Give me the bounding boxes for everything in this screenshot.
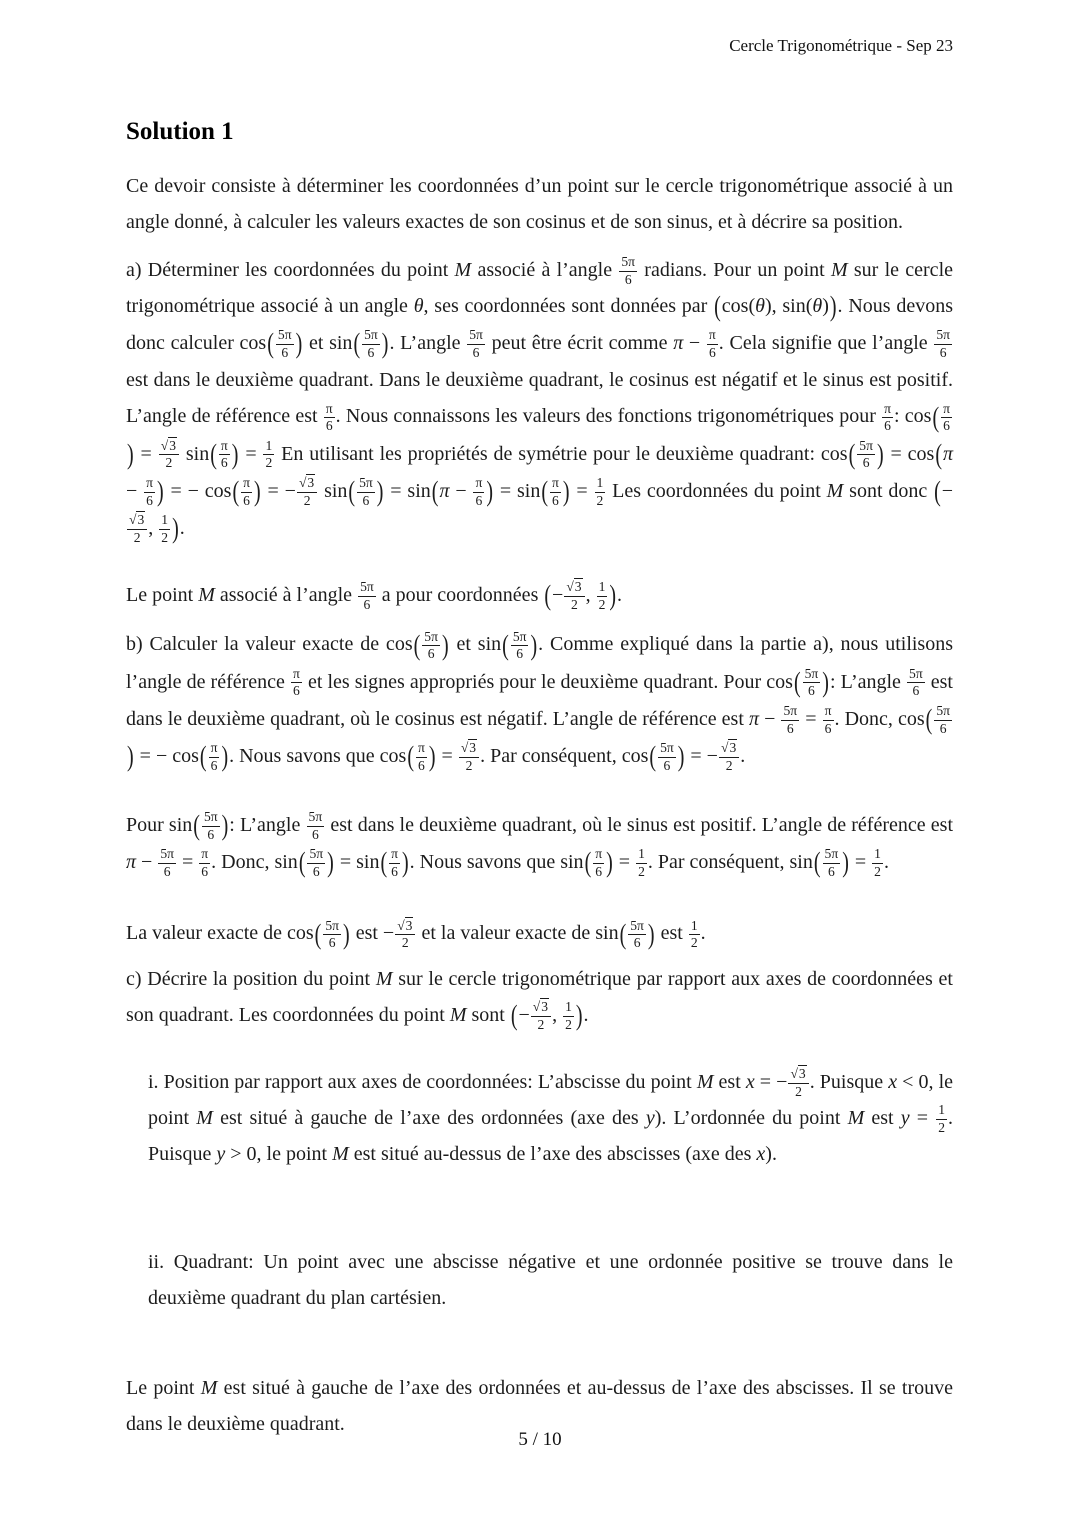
math-variable: θ xyxy=(755,295,765,317)
math-variable: M xyxy=(454,259,472,281)
big-paren: ) xyxy=(609,580,617,612)
big-paren: ( xyxy=(934,476,941,508)
big-paren: ( xyxy=(544,580,552,612)
big-paren: ) xyxy=(842,847,849,880)
big-paren: ( xyxy=(210,439,217,471)
math-fraction: $\frac{1}{2}$ xyxy=(598,579,606,613)
big-paren: ) xyxy=(231,439,239,471)
math-fraction: $\frac{\pi}{6}$ xyxy=(418,740,425,773)
part-b-paragraph: b) Calculer la valeur exacte de cos( $\frac{5\pi}{6}$ ) et sin( $\frac{5\pi}{6}$ ). Comme expliqué dans la partie a), nous utilisons l’angle de référence $\frac{\pi}{6}$ et les signes appropriés pour le deuxième quadrant. Pour cos( $\frac{5\pi}{6}$ ): L’angle $\frac{5\pi}{6}$ est dans le deuxième quadrant, où le cosinus est négatif. L’angle de référence est π − $\frac{5\pi}{6}$ = $\frac{\pi}{6}$ . Donc, cos( $\frac{5\pi}{6}$ ) = − cos( $\frac{\pi}{6}$ ). Nous savons que cos( $\frac{\pi}{6}$ ) = $\frac{√3}{2}$ . Par conséquent, cos( $\frac{5\pi}{6}$ ) = − $\frac{√3}{2}$ . xyxy=(126,626,953,775)
math-fraction: $\frac{\pi}{6}$ xyxy=(475,474,483,508)
math-fraction: $\frac{5\pi}{6}$ xyxy=(936,327,951,361)
math-fraction: $\frac{\pi}{6}$ xyxy=(243,474,251,508)
math-fraction: $\frac{\pi}{6}$ xyxy=(220,437,228,471)
big-paren: ) xyxy=(486,476,493,508)
big-paren: ) xyxy=(381,328,389,360)
big-paren: ( xyxy=(793,667,801,699)
math-fraction: $\frac{√3}{2}$ xyxy=(126,513,148,545)
math-variable: π xyxy=(942,442,954,465)
big-paren: ) xyxy=(575,1000,583,1032)
big-paren: ( xyxy=(267,328,274,360)
big-paren: ) xyxy=(677,741,685,773)
math-fraction: $\frac{\pi}{6}$ xyxy=(210,740,218,773)
part-c-i-paragraph: i. Position par rapport aux axes de coordonnées: L’abscisse du point M est x = − $\frac{√3}{2}$ . Puisque x < 0, le point M est situé à gauche de l’axe des ordonnées (axe des y). L’ordonnée du point M est y = $\frac{1}{2}$ . Puisque y > 0, le point M est situé au-dessus de l’axe des abscisses (axe des x). xyxy=(148,1066,954,1165)
math-variable: M xyxy=(375,967,393,990)
big-paren: ) xyxy=(327,847,334,880)
math-fraction: $\frac{\pi}{6}$ xyxy=(884,400,891,434)
part-c-ii-paragraph: ii. Quadrant: Un point avec une abscisse négative et une ordonnée positive se trouve dans le deuxième quadrant du plan cartésien. xyxy=(148,1250,953,1309)
math-fraction: $\frac{1}{2}$ xyxy=(265,437,273,471)
math-fraction: $\frac{5\pi}{6}$ xyxy=(359,474,373,508)
math-variable: π xyxy=(673,332,684,355)
page-title: Solution 1 xyxy=(126,118,234,145)
math-variable: M xyxy=(449,1003,467,1026)
document-body xyxy=(126,168,953,1442)
math-fraction: $\frac{√3}{2}$ xyxy=(394,919,416,951)
math-fraction: $\frac{5\pi}{6}$ xyxy=(277,327,292,361)
big-paren: ( xyxy=(193,810,200,842)
math-fraction: $\frac{5\pi}{6}$ xyxy=(783,702,798,736)
math-variable: θ xyxy=(413,295,424,317)
big-paren: ) xyxy=(157,476,164,508)
big-paren: ) xyxy=(376,476,384,508)
math-fraction: $\frac{5\pi}{6}$ xyxy=(160,846,174,880)
big-paren: ) xyxy=(254,476,261,508)
math-fraction: $\frac{5\pi}{6}$ xyxy=(824,846,839,880)
big-paren: ( xyxy=(813,847,821,880)
big-paren: ( xyxy=(714,291,721,323)
big-paren: ( xyxy=(380,847,388,880)
math-variable: y xyxy=(216,1142,226,1165)
math-fraction: $\frac{\pi}{6}$ xyxy=(201,846,209,880)
big-paren: ) xyxy=(822,667,829,699)
big-paren: ( xyxy=(353,328,361,360)
big-paren: ( xyxy=(619,919,627,951)
math-fraction: $\frac{5\pi}{6}$ xyxy=(621,254,636,287)
big-paren: ( xyxy=(314,919,322,951)
big-paren: ( xyxy=(848,439,856,471)
math-variable: y xyxy=(645,1106,655,1129)
math-fraction: $\frac{5\pi}{6}$ xyxy=(859,437,873,471)
math-fraction: $\frac{\pi}{6}$ xyxy=(708,327,716,361)
big-paren: ( xyxy=(541,476,548,508)
math-variable: M xyxy=(198,584,215,607)
math-variable: x xyxy=(888,1070,898,1093)
math-fraction: $\frac{5\pi}{6}$ xyxy=(325,917,340,951)
big-paren: ) xyxy=(441,629,449,662)
part-c-paragraph: c) Décrire la position du point M sur le cercle trigonométrique par rapport aux axes de coordonnées et son quadrant. Les coordonnées du point M sont (− $\frac{√3}{2}$ , $\frac{1}{2}$ ). xyxy=(126,961,953,1034)
math-fraction: $\frac{\pi}{6}$ xyxy=(552,474,559,508)
math-fraction: $\frac{5\pi}{6}$ xyxy=(469,327,483,361)
big-paren: ) xyxy=(172,513,179,545)
math-fraction: $\frac{5\pi}{6}$ xyxy=(660,740,674,773)
math-variable: M xyxy=(696,1070,714,1093)
big-paren: ( xyxy=(649,741,657,773)
math-variable: x xyxy=(745,1070,755,1093)
math-variable: M xyxy=(847,1106,865,1129)
math-fraction: $\frac{\pi}{6}$ xyxy=(293,665,300,699)
math-fraction: $\frac{√3}{2}$ xyxy=(787,1067,809,1099)
math-variable: x xyxy=(756,1142,766,1165)
big-paren: ) xyxy=(127,741,134,773)
big-paren: ( xyxy=(502,629,509,662)
page-header-text: Cercle Trigonométrique - Sep 23 xyxy=(729,36,953,55)
math-fraction: $\frac{5\pi}{6}$ xyxy=(308,809,323,842)
part-b-sin-paragraph: Pour sin( $\frac{5\pi}{6}$ ): L’angle $\frac{5\pi}{6}$ est dans le deuxième quadrant, où le sinus est positif. L’angle de référence est π − $\frac{5\pi}{6}$ = $\frac{\pi}{6}$ . Donc, sin( $\frac{5\pi}{6}$ ) = sin( $\frac{\pi}{6}$ ). Nous savons que sin( $\frac{\pi}{6}$ ) = $\frac{1}{2}$ . Par conséquent, sin( $\frac{5\pi}{6}$ ) = $\frac{1}{2}$ . xyxy=(126,807,953,881)
big-paren: ) xyxy=(221,810,229,842)
math-variable: M xyxy=(200,1376,218,1399)
math-fraction: $\frac{5\pi}{6}$ xyxy=(630,917,644,951)
big-paren: ( xyxy=(348,476,356,508)
big-paren: ( xyxy=(431,476,439,508)
big-paren: ( xyxy=(932,401,940,434)
big-paren: ) xyxy=(562,476,570,508)
math-fraction: $\frac{√3}{2}$ xyxy=(718,741,740,773)
intro-paragraph: Ce devoir consiste à déterminer les coordonnées d’un point sur le cercle trigonométrique associé à un angle donné, à calculer les valeurs exactes de son cosinus et de son sinus, et à décrire sa position. xyxy=(126,175,953,233)
big-paren: ) xyxy=(647,919,655,951)
math-fraction: $\frac{5\pi}{6}$ xyxy=(424,628,438,662)
big-paren: ) xyxy=(606,847,613,880)
math-fraction: $\frac{√3}{2}$ xyxy=(458,741,480,773)
big-paren: ) xyxy=(343,919,350,951)
math-fraction: $\frac{1}{2}$ xyxy=(690,917,698,951)
big-paren: ) xyxy=(876,439,884,471)
answer-b-paragraph: La valeur exacte de cos( $\frac{5\pi}{6}$ ) est − $\frac{√3}{2}$ et la valeur exacte de sin( $\frac{5\pi}{6}$ ) est $\frac{1}{2}$ . xyxy=(126,915,953,952)
math-fraction: $\frac{5\pi}{6}$ xyxy=(909,665,923,699)
math-variable: π xyxy=(126,851,137,874)
math-fraction: $\frac{√3}{2}$ xyxy=(158,439,180,471)
math-fraction: $\frac{\pi}{6}$ xyxy=(146,474,154,508)
math-fraction: $\frac{1}{2}$ xyxy=(565,998,572,1032)
math-fraction: $\frac{1}{2}$ xyxy=(638,846,645,880)
big-paren: ) xyxy=(829,291,837,323)
big-paren: ) xyxy=(530,629,538,662)
math-fraction: $\frac{1}{2}$ xyxy=(596,474,604,508)
math-variable: M xyxy=(830,259,848,281)
big-paren: ( xyxy=(199,741,207,773)
math-variable: θ xyxy=(812,295,823,317)
big-paren: ) xyxy=(127,439,134,471)
math-fraction: $\frac{5\pi}{6}$ xyxy=(203,809,218,842)
page-number: 5 / 10 xyxy=(518,1429,562,1450)
big-paren: ) xyxy=(402,847,409,880)
conclusion-paragraph: Le point M est situé à gauche de l’axe des ordonnées et au-dessus de l’axe des abscisses. Il se trouve dans le deuxième quadrant. xyxy=(126,1376,953,1435)
big-paren: ( xyxy=(298,847,306,880)
part-a-paragraph: a) Déterminer les coordonnées du point M associé à l’angle $\frac{5\pi}{6}$ radians. Pour un point M sur le cercle trigonométrique associé à un angle θ, ses coordonnées sont données par (cos(θ), sin(θ)). Nous devons donc calculer cos( $\frac{5\pi}{6}$ ) et sin( $\frac{5\pi}{6}$ ). L’angle $\frac{5\pi}{6}$ peut être écrit comme π − $\frac{\pi}{6}$ . Cela signifie que l’angle $\frac{5\pi}{6}$ est dans le deuxième quadrant. Dans le deuxième quadrant, le cosinus est négatif et le sinus est positif. L’angle de référence est $\frac{\pi}{6}$ . Nous connaissons les valeurs des fonctions trigonométriques pour $\frac{\pi}{6}$ : cos( $\frac{\pi}{6}$ ) = $\frac{√3}{2}$ sin( $\frac{\pi}{6}$ ) = $\frac{1}{2}$ En utilisant les propriétés de symétrie pour le deuxième quadrant: cos( $\frac{5\pi}{6}$ ) = cos(π − $\frac{\pi}{6}$ ) = − cos( $\frac{\pi}{6}$ ) = − $\frac{√3}{2}$ sin( $\frac{5\pi}{6}$ ) = sin(π − $\frac{\pi}{6}$ ) = sin( $\frac{\pi}{6}$ ) = $\frac{1}{2}$ Les coordonnées du point M sont donc (− $\frac{√3}{2}$ , $\frac{1}{2}$ ). xyxy=(126,252,953,547)
math-variable: M xyxy=(826,479,844,502)
math-variable: M xyxy=(332,1142,349,1165)
math-fraction: $\frac{1}{2}$ xyxy=(938,1102,946,1135)
math-fraction: $\frac{5\pi}{6}$ xyxy=(364,327,378,361)
answer-a-paragraph: Le point M associé à l’angle $\frac{5\pi}{6}$ a pour coordonnées (− $\frac{√3}{2}$ , $\frac{1}{2}$ ). xyxy=(126,577,953,614)
math-fraction: $\frac{5\pi}{6}$ xyxy=(512,628,527,662)
big-paren: ( xyxy=(407,741,414,773)
math-fraction: $\frac{1}{2}$ xyxy=(874,846,881,880)
big-paren: ) xyxy=(428,741,436,773)
math-fraction: $\frac{5\pi}{6}$ xyxy=(309,846,324,880)
math-fraction: $\frac{5\pi}{6}$ xyxy=(936,702,951,736)
big-paren: ( xyxy=(232,476,240,508)
big-paren: ( xyxy=(925,704,933,736)
math-variable: π xyxy=(439,479,450,502)
math-fraction: $\frac{1}{2}$ xyxy=(161,512,169,545)
math-variable: y xyxy=(900,1106,910,1129)
math-fraction: $\frac{5\pi}{6}$ xyxy=(804,665,819,699)
big-paren: ) xyxy=(295,328,303,360)
big-paren: ( xyxy=(413,629,421,662)
math-fraction: $\frac{\pi}{6}$ xyxy=(824,702,832,736)
big-paren: ( xyxy=(935,439,942,471)
math-fraction: $\frac{\pi}{6}$ xyxy=(943,400,951,434)
big-paren: ( xyxy=(584,847,592,880)
big-paren: ( xyxy=(510,1000,518,1032)
math-fraction: $\frac{\pi}{6}$ xyxy=(391,846,398,880)
math-fraction: $\frac{√3}{2}$ xyxy=(530,1000,552,1032)
big-paren: ) xyxy=(221,741,229,773)
math-variable: π xyxy=(748,707,760,730)
math-fraction: $\frac{\pi}{6}$ xyxy=(325,400,333,434)
math-fraction: $\frac{√3}{2}$ xyxy=(296,476,318,508)
math-variable: M xyxy=(196,1106,213,1129)
math-fraction: $\frac{\pi}{6}$ xyxy=(595,846,603,880)
math-fraction: $\frac{5\pi}{6}$ xyxy=(360,579,374,613)
math-fraction: $\frac{√3}{2}$ xyxy=(563,580,585,612)
